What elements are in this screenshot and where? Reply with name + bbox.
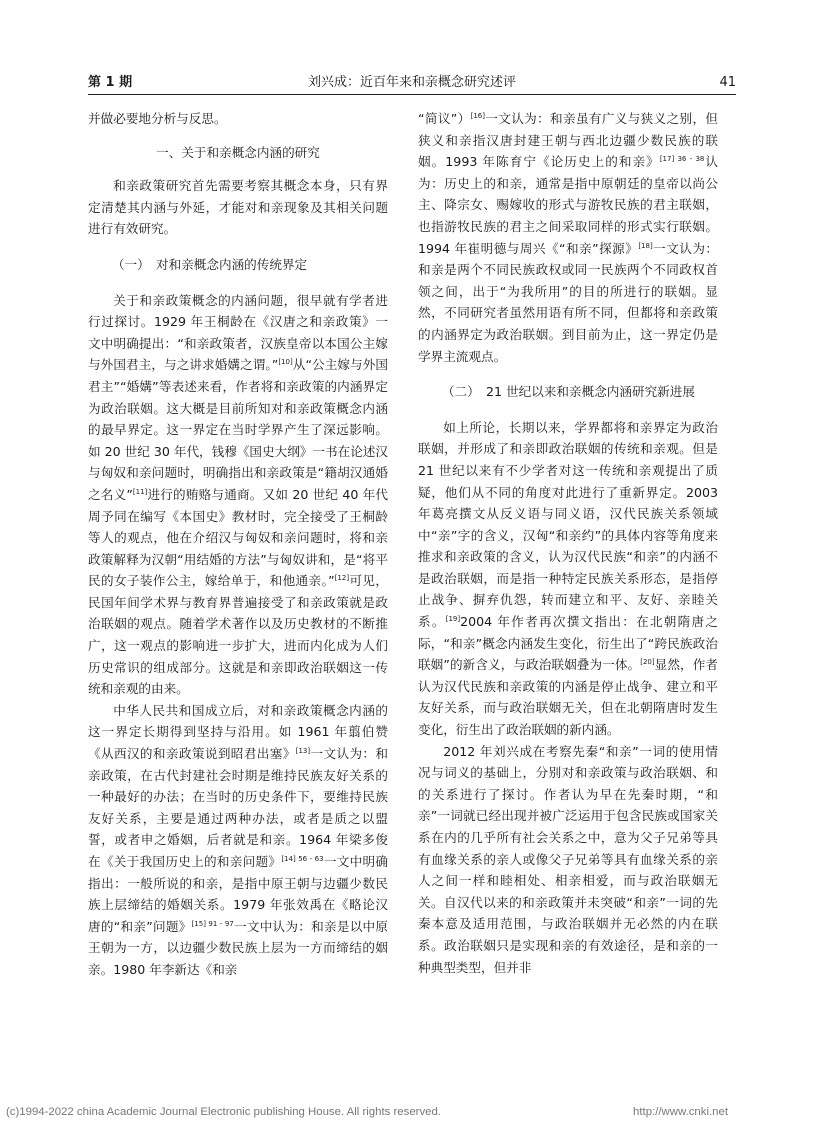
issue-label: 第 1 期	[88, 75, 133, 90]
section-heading: 一、关于和亲概念内涵的研究	[156, 144, 320, 160]
citation: [16]	[470, 112, 485, 120]
citation: [20]	[640, 658, 655, 667]
left-column	[88, 108, 388, 981]
citation: [10]	[278, 358, 293, 367]
header-divider	[88, 94, 736, 95]
citation: [13]	[295, 747, 311, 756]
citation: [17] 36 - 38	[659, 155, 705, 164]
page-number: 41	[719, 75, 736, 90]
subsection-heading: （一） 对和亲概念内涵的传统界定	[111, 256, 308, 272]
citation: [18]	[638, 241, 653, 250]
citation: [19]	[445, 615, 461, 624]
footer-link[interactable]: http://www.cnki.net	[633, 1106, 728, 1118]
copyright-notice: (c)1994-2022 china Academic Journal Electronic publishing House. All rights reserved.	[6, 1106, 441, 1118]
paragraph: 2012 年刘兴成在考察先秦“和亲”一词的使用情况与词义的基础上，分别对和亲政策与政治联姻、和的关系进行了探讨。作者认为早在先秦时期，“和亲”一词就已经出现并被广泛运用于包含民族或国家关系在内的几乎所有社会关系之中，意为父子兄弟等具有血缘关系的亲人或像父子兄弟等具有血缘关系的亲人之间一样和睦相处、相亲相爱，而与政治联姻无关。自汉代以来的和亲政策并未突破“和亲”一词的先秦本意及适用范围，与政治联姻并无必然的内在联系。政治联姻只是实现和亲的有效途径，是和亲的一种典型类型，但并非	[418, 743, 718, 975]
running-title: 刘兴成：近百年来和亲概念研究述评	[307, 75, 516, 90]
paragraph: 和亲政策研究首先需要考察其概念本身，只有界定清楚其内涵与外延，才能对和亲现象及其相关问题进行有效研究。	[88, 178, 388, 237]
citation: [11]	[132, 487, 148, 496]
citation: [15] 91 - 97	[191, 919, 234, 928]
paragraph: 并做必要地分析与反思。	[88, 111, 227, 126]
paragraph: 关于和亲政策概念的内涵问题，很早就有学者进行过探讨。1929 年王桐龄在《汉唐之和亲政策》一文中明确提出：“和亲政策者，汉族皇帝以本国公主嫁与外国君主，与之讲求婚媾之谓。”[10]从“公主嫁与外国君主”“婚媾”等表述来看，作者将和亲政策的内涵界定为政治联姻。这大概是目前所知对和亲政策概念内涵的最早界定。这一界定在当时学界产生了深远影响。如 20 世纪 30 年代，钱穆《国史大纲》一书在论述汉与匈奴和亲问题时，明确指出和亲政策是“籍胡汉通婚之名义”[11]进行的贿赂与通商。又如 20 世纪 40 年代周予同在编写《本国史》教材时，完全接受了王桐龄等人的观点，他在介绍汉与匈奴和亲问题时，将和亲政策解释为汉朝“用结婚的方法”与匈奴讲和，是“将平民的女子装作公主，嫁给单于，和他通亲。”[12]可见，民国年间学术界与教育界普遍接受了和亲政策就是政治联姻的观点。随着学术著作以及历史教材的不断推广，这一观点的影响进一步扩大，进而内化成为人们历史常识的组成部分。这就是和亲即政治联姻这一传统和亲观的由来。	[88, 292, 388, 697]
page-footer	[0, 1104, 816, 1126]
right-column	[418, 108, 718, 978]
paragraph: “简议”）[16]一文认为：和亲虽有广义与狭义之别，但狭义和亲指汉唐封建王朝与西北边疆少数民族的联姻。1993 年陈育宁《论历史上的和亲》$^{[17] 36 - 38}$认为：历史上的和亲，通常是指中原朝廷的皇帝以尚公主、降宗女、赐嫁收的形式与游牧民族的君主联姻，也指游牧民族的君主之间采取同样的形式实行联姻。1994 年崔明德与周兴《“和亲”探源》[18]一文认为：和亲是两个不同民族政权或同一民族两个不同政权首领之间，出于“为我所用”的目的所进行的联姻。显然，不同研究者虽然用语有所不同，但都将和亲政策的内涵界定为政治联姻。到目前为止，这一界定仍是学界主流观点。	[418, 111, 719, 364]
page-header	[88, 72, 736, 94]
citation: [12]	[334, 574, 350, 583]
paragraph: 如上所论，长期以来，学界都将和亲界定为政治联姻，并形成了和亲即政治联姻的传统和亲观。但是 21 世纪以来有不少学者对这一传统和亲观提出了质疑，他们从不同的角度对此进行了重新界定。2003 年葛亮撰文从反义语与同义语，汉代民族关系领域中“亲”字的含义，汉匈“和亲约”的具体内容等角度来推求和亲政策的含义，认为汉代民族“和亲”的内涵不是政治联姻，而是指一种特定民族关系形态，是指停止战争、摒弃仇怨，转而建立和平、友好、亲睦关系。[19]2004 年作者再次撰文指出：在北朝隋唐之际，“和亲”概念内涵发生变化，衍生出了“跨民族政治联姻”的新含义，与政治联姻叠为一体。[20]显然，作者认为汉代民族和亲政策的内涵是停止战争、建立和平友好关系，而与政治联姻无关，但在北朝隋唐时发生变化，衍生出了政治联姻的新内涵。	[418, 419, 719, 738]
citation: [14] 56 - 63	[281, 855, 324, 863]
paragraph: 中华人民共和国成立后，对和亲政策概念内涵的这一界定长期得到坚持与沿用。如 1961 年翦伯赞《从西汉的和亲政策说到昭君出塞》[13]一文认为：和亲政策，在古代封建社会时期是维持民族友好关系的一种最好的办法；在当时的历史条件下，要维持民族友好关系，主要是通过两种办法，或者是质之以盟誓，或者申之婚姻，后者就是和亲。1964 年梁多俊在《关于我国历史上的和亲问题》$^{[14] 56 - 63}$一文中明确指出：一般所说的和亲，是指中原王朝与边疆少数民族上层缔结的婚姻关系。1979 年张效禹在《略论汉唐的“和亲”问题》$^{[15] 91 - 97}$一文中认为：和亲是以中原王朝为一方，以边疆少数民族上层为一方而缔结的姻亲。1980 年李新达《和亲	[88, 702, 389, 977]
subsection-heading: （二） 21 世纪以来和亲概念内涵研究新进展	[441, 384, 695, 400]
